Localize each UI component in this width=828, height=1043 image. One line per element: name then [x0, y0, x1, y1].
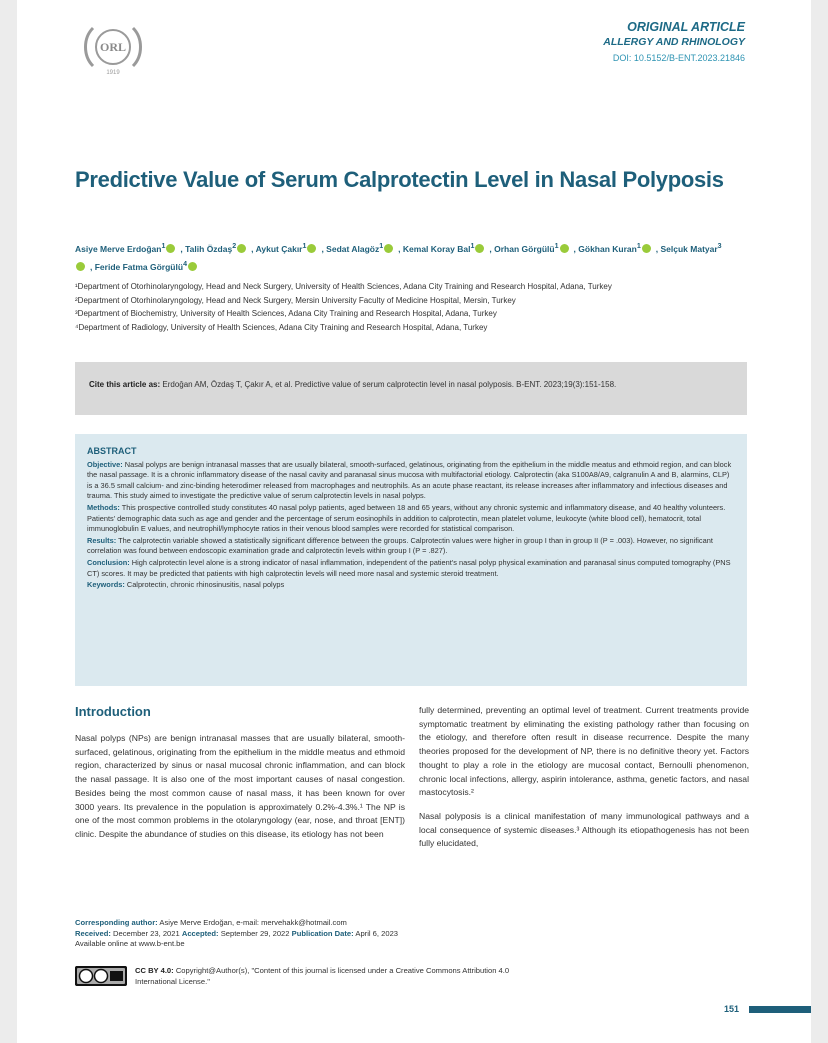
section-heading-introduction: Introduction [75, 704, 151, 719]
article-header [603, 20, 745, 65]
author: Aykut Çakır$^1$ [256, 244, 322, 254]
affiliation: ⁴Department of Radiology, University of Health Sciences, Adana City Training and Research Hospital, Adana, Turkey [75, 322, 488, 332]
author: Orhan Görgülü$^1$ [494, 244, 573, 254]
cite-label: Cite this article as: [89, 380, 161, 389]
license-block [75, 966, 515, 990]
author-list: Asiye Merve Erdoğan$^1$ , Talih Özdaş$^2$ , Aykut Çakır$^1$ , Sedat Alagöz$^1$ , Kemal Koray Bal$^1$ , Orhan Görgülü$^1$ , Gökhan Kuran$^1$ , Selçuk Matyar$^3$, Feride Fatma Görgülü$^4$ [75, 242, 722, 272]
orcid-icon[interactable] [475, 244, 484, 253]
abstract-conclusion: Conclusion: High calprotectin level alone is a strong indicator of nasal inflammation, independent of the patient's nasal polyp physical examination and paranasal sinus computed tomography (PNS CT) scores. It may be predicted that patients with high calprotectin levels will need more nasal and systemic steroid treatment. [87, 557, 731, 578]
license-text: Copyright@Author(s), "Content of this journal is licensed under a Creative Commons Attribution 4.0 International License." [135, 966, 510, 986]
article-doi[interactable]: DOI: 10.5152/B-ENT.2023.21846 [612, 53, 745, 63]
body-paragraph: Nasal polyps (NPs) are benign intranasal masses that are usually bilateral, smooth-surfaced, gelatinous, originating from the epithelium in the middle meatus and ethmoid region, characterized by sinus or nasal mucosal chronic inflammation, and can block the nasal passage. It is also one of the most important causes of nasal congestion. Besides being the most common cause of nasal mass, it has been known for over 3000 years. Its prevalence in the population is approximately 0.2%-4.3%.¹ The NP is one of the most common problems in the otolaryngology (ear, nose, and throat [ENT]) clinic. Despite the abundance of studies on this disease, its etiology has not been [75, 733, 405, 839]
affiliation: ¹Department of Otorhinolaryngology, Head and Neck Surgery, University of Health Sciences, Adana City Training and Research Hospital, Adana, Turkey [75, 282, 612, 291]
orcid-icon[interactable] [307, 244, 316, 253]
corresponding-author: Corresponding author: Asiye Merve Erdoğan, e-mail: mervehakk@hotmail.com [75, 918, 347, 927]
orcid-icon[interactable] [237, 244, 246, 253]
article-page [17, 0, 811, 1043]
cite-box [75, 362, 747, 415]
abstract-results: Results: The calprotectin variable showed a statistically significant difference between the groups. Calprotectin values were higher in group I than in group II (P = .003). However, no significant correlation was found between endoscopic examination grade and calprotectin levels within group I (P = .827). [87, 535, 713, 556]
article-section: ALLERGY AND RHINOLOGY [603, 36, 745, 48]
author: Asiye Merve Erdoğan$^1$ [75, 244, 180, 254]
article-dates: Received: December 23, 2021 Accepted: September 29, 2022 Publication Date: April 6, 2023 [75, 928, 399, 938]
orcid-icon[interactable] [642, 244, 651, 253]
orcid-icon[interactable] [188, 262, 197, 271]
page-number: 151 [724, 1004, 740, 1014]
logo-year: 1919 [106, 70, 120, 76]
affiliation: ²Department of Otorhinolaryngology, Head and Neck Surgery, Mersin University Faculty of Medicine Hospital, Mersin, Turkey [75, 295, 516, 305]
author: Sedat Alagöz$^1$ [326, 244, 398, 254]
license-label: CC BY 4.0: [135, 966, 174, 975]
abstract-objective: Objective: Nasal polyps are benign intranasal masses that are usually bilateral, smooth-surfaced, gelatinous, originating from the epithelium in the middle meatus and ethmoid region, and can block the nasal passage. It is a chronic inflammatory disease of the nasal cavity and paranasal sinus mucosa with multifactorial etiology. Calprotectin (aka S100A8/A9, calgranulin A and B, alarmins, CLP) is a 36.5 small calcium- and zinc-binding heterodimer released from macrophages and neutrophils. As an acute phase reactant, its release increases after inflammatory and infectious diseases and trauma. This study aimed to investigate the predictive value of serum calprotectin levels in nasal polyps. [87, 459, 732, 501]
affiliation: ³Department of Biochemistry, University of Health Sciences, Adana City Training and Research Hospital, Adana, Turkey [75, 309, 497, 318]
body-column-left [75, 704, 405, 852]
orcid-icon[interactable] [166, 244, 175, 253]
author: Selçuk Matyar$^3$ [75, 244, 722, 272]
logo-text: ORL [99, 40, 127, 54]
author: Gökhan Kuran$^1$ [578, 244, 656, 254]
orcid-icon[interactable] [384, 244, 393, 253]
abstract-keywords: Keywords: Calprotectin, chronic rhinosinusitis, nasal polyps [87, 580, 285, 590]
author: Talih Özdaş$^2$ [185, 244, 251, 254]
page-bar [749, 1006, 811, 1013]
abstract-box [75, 434, 747, 686]
affiliations [75, 280, 747, 334]
body-paragraph: Nasal polyposis is a clinical manifestation of many immunological pathways and a local consequence of systemic diseases.³ Although its etiopathogenesis has not been fully elucidated, [419, 810, 749, 849]
author: Kemal Koray Bal$^1$ [403, 244, 490, 254]
cite-text: Erdoğan AM, Özdaş T, Çakır A, et al. Predictive value of serum calprotectin level in nasal polyposis. B-ENT. 2023;19(3):151-158. [162, 380, 617, 389]
body-paragraph: fully determined, preventing an optimal level of treatment. Current treatments provide symptomatic treatment by eliminating the existing pathology rather than focusing on the etiology, and therefore often result in disease recurrence. Despite the many theories proposed for the development of NP, there is no definitive theory yet. Factors thought to play a role in the etiology are mucosal contact, Bernoulli phenomenon, chronic local infections, allergy, aspirin intolerance, asthma, genetic factors, and nasal mastocytosis.² [419, 705, 749, 798]
orcid-icon[interactable] [560, 244, 569, 253]
available-online: Available online at www.b-ent.be [75, 939, 185, 948]
body-column-right [419, 704, 749, 861]
abstract-heading: ABSTRACT [87, 446, 137, 456]
journal-logo [77, 18, 149, 78]
article-title: Predictive Value of Serum Calprotectin Level in Nasal Polyposis [75, 167, 724, 192]
license-text-wrap [135, 966, 515, 987]
abstract-methods: Methods: This prospective controlled study constitutes 40 nasal polyp patients, aged between 18 and 65 years, without any chronic systemic and inflammatory disease, and 40 healthy volunteers. Patients' demographic data such as age and gender and the percentage of serum eosinophils in addition to calprotectin, mean platelet volume, leukocyte (white blood cell), hematocrit, total immunoglobulin E values, and neutrophil/lymphocyte ratios in their venous blood samples were recorded for statistical comparison. [87, 502, 726, 534]
cc-by-icon[interactable] [75, 966, 127, 986]
article-type: ORIGINAL ARTICLE [627, 20, 745, 34]
corresponding-info [75, 918, 595, 950]
author: Feride Fatma Görgülü$^4$ [95, 262, 202, 272]
orcid-icon[interactable] [76, 262, 85, 271]
